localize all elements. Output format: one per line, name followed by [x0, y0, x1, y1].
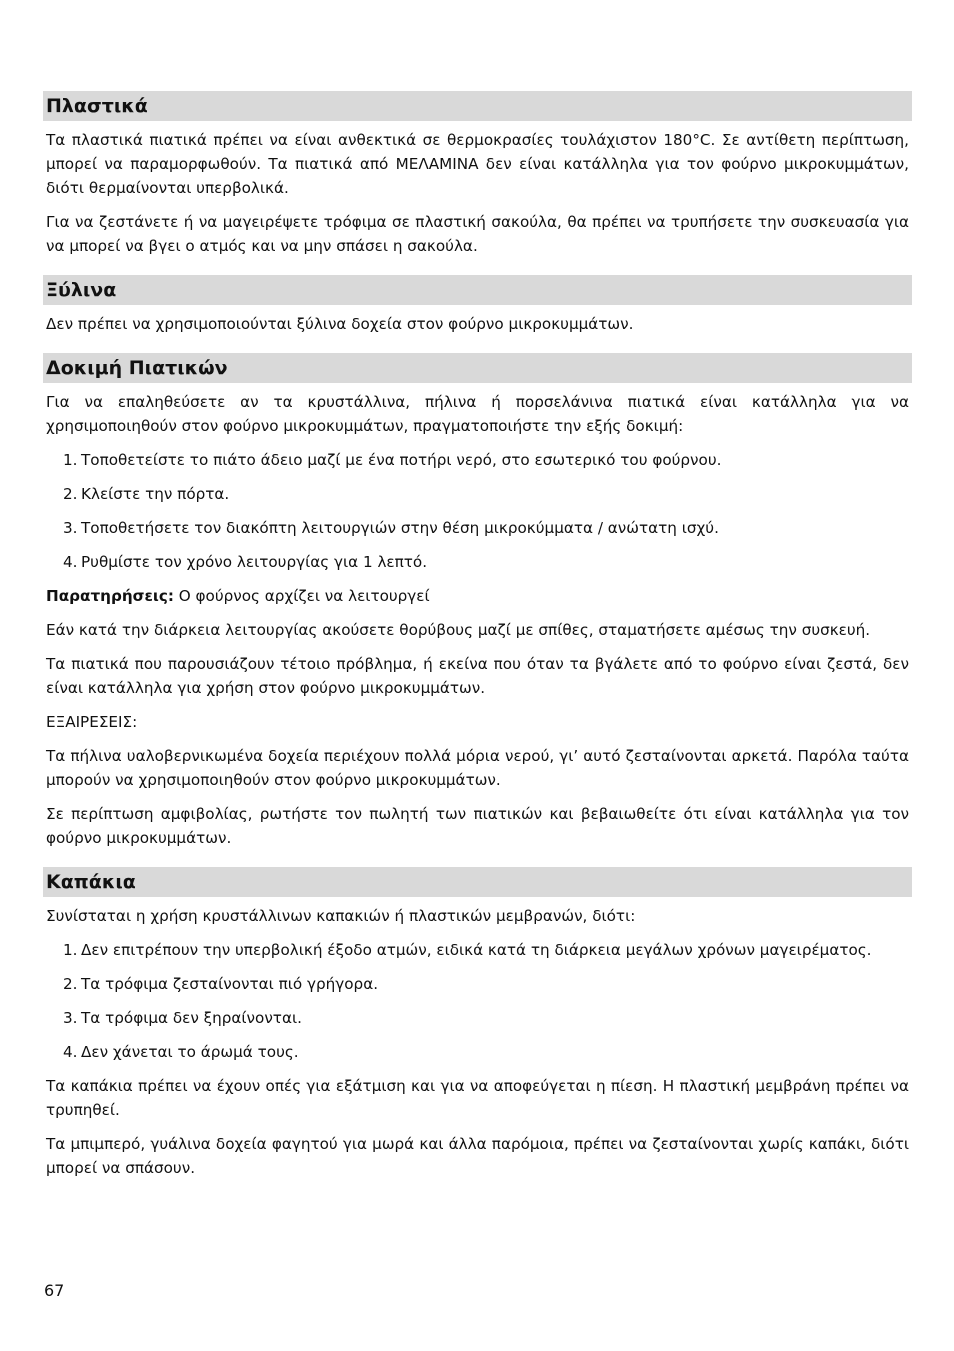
note-text: Ο φούρνος αρχίζει να λειτουργεί — [173, 587, 430, 605]
section-heading: Πλαστικά — [43, 91, 912, 121]
paragraph: Συνίσταται η χρήση κρυστάλλινων καπακιών ή πλαστικών μεμβρανών, διότι: — [46, 907, 636, 925]
section-lids — [43, 867, 912, 1180]
list-number: 3. — [63, 1009, 78, 1027]
list-text: Δεν χάνεται το άρωμά τους. — [81, 1043, 299, 1061]
list-text: Ρυθμίστε τον χρόνο λειτουργίας για 1 λεπτό. — [81, 553, 428, 571]
list-item — [43, 482, 912, 506]
section-heading: Δοκιμή Πιατικών — [43, 353, 912, 383]
list-number: 4. — [63, 553, 78, 571]
list-item — [43, 516, 912, 540]
list-item — [43, 938, 912, 962]
list-item — [43, 1006, 912, 1030]
paragraph: Τα καπάκια πρέπει να έχουν οπές για εξάτμιση και για να αποφεύγεται η πίεση. Η πλαστική μεμβράνη πρέπει να τρυπηθεί. — [46, 1077, 909, 1119]
paragraph: Για να επαληθεύσετε αν τα κρυστάλλινα, πήλινα ή πορσελάνινα πιατικά είναι κατάλληλα για να χρησιμοποιηθούν στον φούρνο μικροκυμμάτων, πραγματοποιήστε την εξής δοκιμή: — [46, 393, 909, 435]
section-dish-test — [43, 353, 912, 850]
list-item — [43, 448, 912, 472]
list-item — [43, 972, 912, 996]
list-number: 1. — [63, 451, 78, 469]
paragraph: Σε περίπτωση αμφιβολίας, ρωτήστε τον πωλητή των πιατικών και βεβαιωθείτε ότι είναι κατάλληλα για τον φούρνο μικροκυμμάτων. — [46, 805, 909, 847]
list-number: 2. — [63, 485, 78, 503]
document-page — [43, 91, 912, 1197]
reasons-list — [43, 938, 912, 1064]
paragraph: Για να ζεστάνετε ή να μαγειρέψετε τρόφιμα σε πλαστική σακούλα, θα πρέπει να τρυπήσετε την συσκευασία για να μπορεί να βγει ο ατμός και να μην σπάσει η σακούλα. — [46, 213, 909, 255]
list-item — [43, 1040, 912, 1064]
paragraph: ΕΞΑΙΡΕΣΕΙΣ: — [46, 713, 138, 731]
steps-list — [43, 448, 912, 574]
list-item — [43, 550, 912, 574]
paragraph: Εάν κατά την διάρκεια λειτουργίας ακούσετε θορύβους μαζί με σπίθες, σταματήσετε αμέσως την συσκευή. — [46, 621, 871, 639]
list-number: 1. — [63, 941, 78, 959]
paragraph: Τα πιατικά που παρουσιάζουν τέτοιο πρόβλημα, ή εκείνα που όταν τα βγάλετε από το φούρνο είναι ζεστά, δεν είναι κατάλληλα για χρήση στον φούρνο μικροκυμμάτων. — [46, 655, 909, 697]
section-heading: Καπάκια — [43, 867, 912, 897]
section-wooden — [43, 275, 912, 336]
list-text: Κλείστε την πόρτα. — [81, 485, 230, 503]
paragraph: Δεν πρέπει να χρησιμοποιούνται ξύλινα δοχεία στον φούρνο μικροκυμμάτων. — [46, 315, 634, 333]
list-text: Τοποθετείστε το πιάτο άδειο μαζί με ένα ποτήρι νερό, στο εσωτερικό του φούρνου. — [81, 451, 722, 469]
list-number: 4. — [63, 1043, 78, 1061]
note-paragraph — [43, 584, 912, 608]
paragraph: Τα πήλινα υαλοβερνικωμένα δοχεία περιέχουν πολλά μόρια νερού, γι’ αυτό ζεσταίνονται αρκετά. Παρόλα ταύτα μπορούν να χρησιμοποιηθούν στον φούρνο μικροκυμμάτων. — [46, 747, 909, 789]
list-text: Τα τρόφιμα δεν ξηραίνονται. — [81, 1009, 302, 1027]
paragraph: Τα μπιμπερό, γυάλινα δοχεία φαγητού για μωρά και άλλα παρόμοια, πρέπει να ζεσταίνονται χωρίς καπάκι, διότι μπορεί να σπάσουν. — [46, 1135, 909, 1177]
list-text: Τοποθετήσετε τον διακόπτη λειτουργιών στην θέση μικροκύμματα / ανώτατη ισχύ. — [81, 519, 719, 537]
list-number: 3. — [63, 519, 78, 537]
paragraph: Τα πλαστικά πιατικά πρέπει να είναι ανθεκτικά σε θερμοκρασίες τουλάχιστον 180°C. Σε αντίθετη περίπτωση, μπορεί να παραμορφωθούν. Τα πιατικά από ΜΕΛΑΜΙΝΑ δεν είναι κατάλληλα για τον φούρνο μικροκυμμάτων, διότι θερμαίνονται υπερβολικά. — [46, 131, 909, 197]
list-text: Δεν επιτρέπουν την υπερβολική έξοδο ατμών, ειδικά κατά τη διάρκεια μεγάλων χρόνων μαγειρέματος. — [81, 941, 872, 959]
list-number: 2. — [63, 975, 78, 993]
note-label: Παρατηρήσεις: — [46, 587, 174, 605]
section-plastics — [43, 91, 912, 258]
page-number: 67 — [44, 1281, 65, 1300]
list-text: Τα τρόφιμα ζεσταίνονται πιό γρήγορα. — [81, 975, 379, 993]
section-heading: Ξύλινα — [43, 275, 912, 305]
